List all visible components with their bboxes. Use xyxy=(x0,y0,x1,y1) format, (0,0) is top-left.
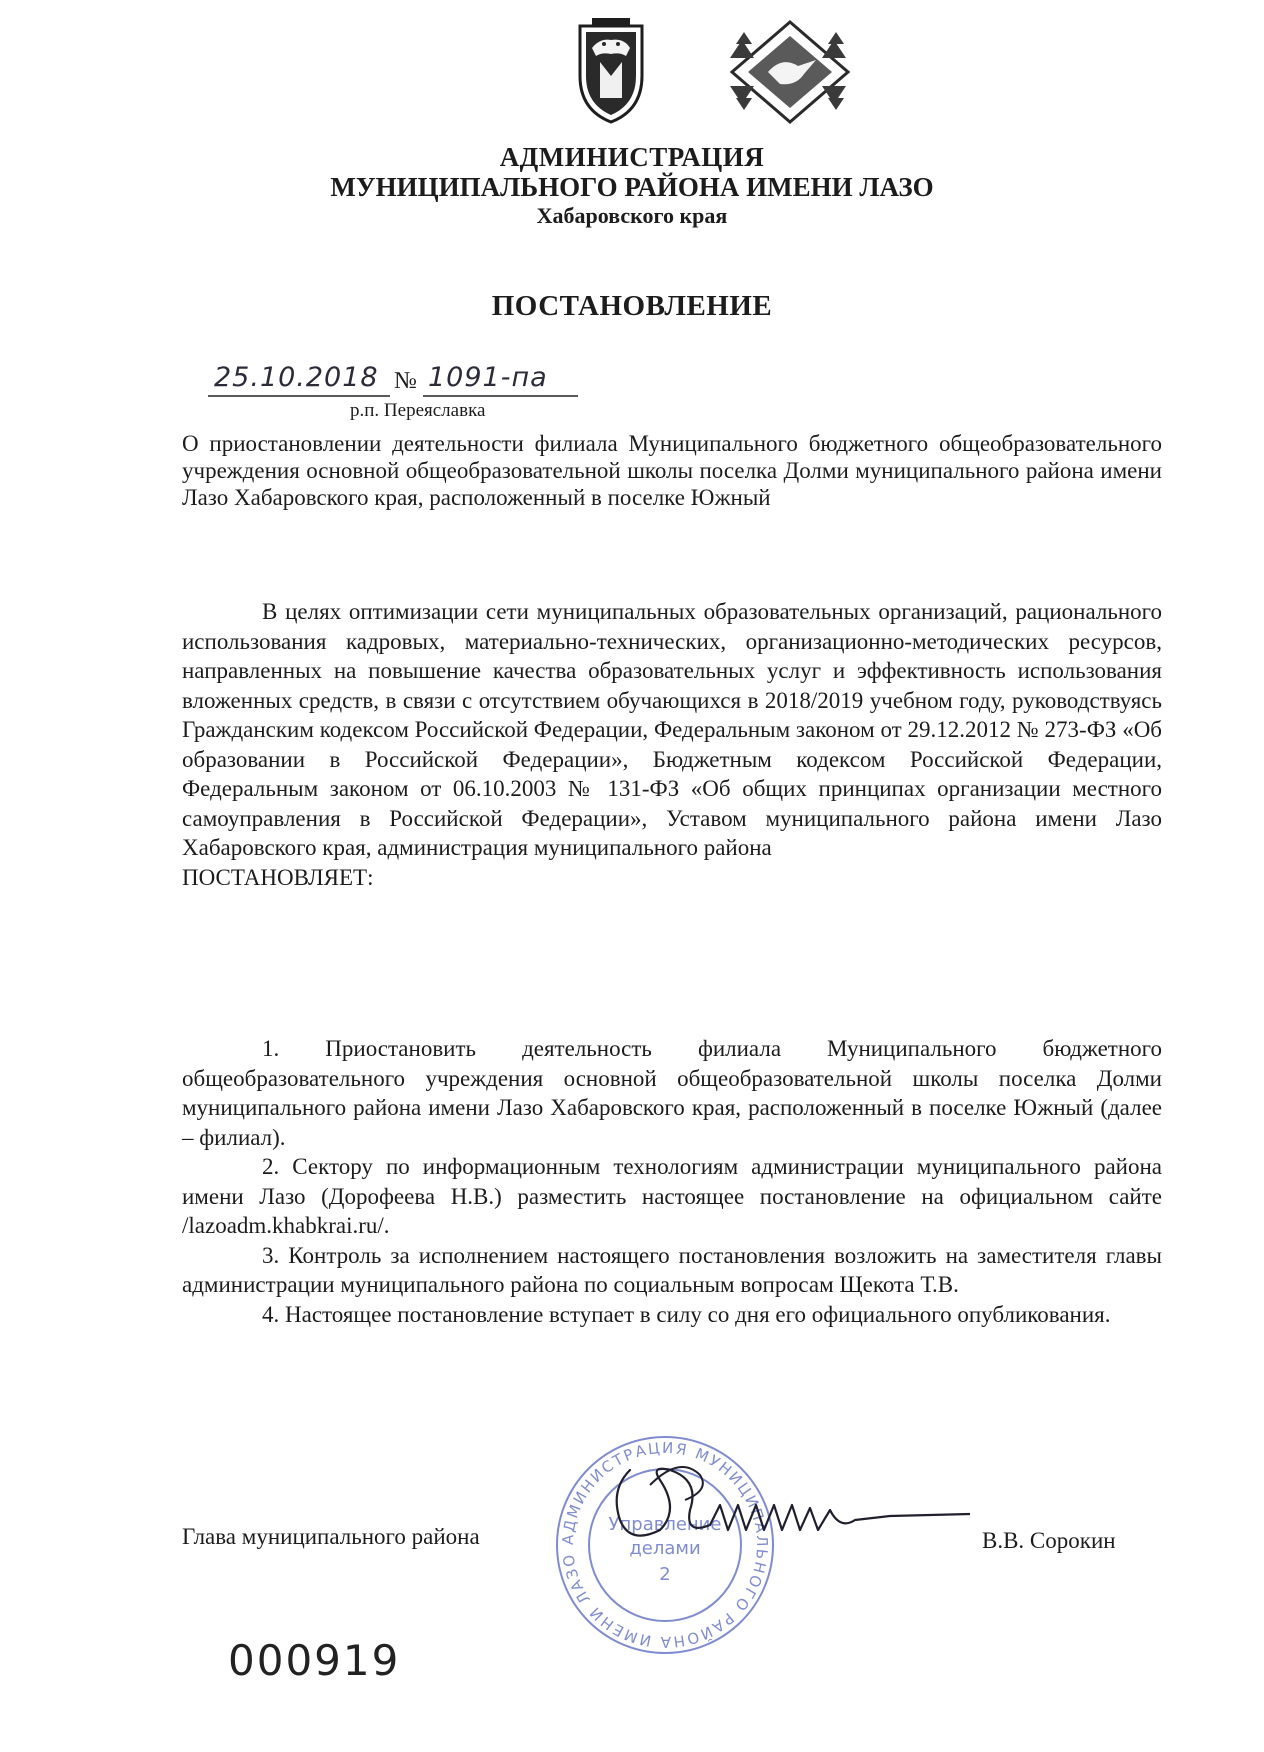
resolution-items xyxy=(182,1034,1162,1329)
coat-of-arms-lazo-district-icon xyxy=(570,14,860,130)
document-number: 1091-па xyxy=(428,362,548,393)
header-line-2: МУНИЦИПАЛЬНОГО РАЙОНА ИМЕНИ ЛАЗО xyxy=(330,172,934,202)
resolves-heading: ПОСТАНОВЛЯЕТ: xyxy=(182,864,374,890)
signatory-name: В.В. Сорокин xyxy=(982,1528,1116,1553)
stamp-center-line-1: Управление xyxy=(608,1514,722,1535)
registration-number: 000919 xyxy=(228,1636,401,1685)
signatory-position: Глава муниципального района xyxy=(182,1524,480,1549)
document-title: ПОСТАНОВЛЕНИЕ xyxy=(491,290,773,322)
header-line-3: Хабаровского края xyxy=(536,203,728,228)
preamble-paragraph: В целях оптимизации сети муниципальных образовательных организаций, рационального использования кадровых, материально-технических, организационно-методических ресурсов, направленных на повышение качества образовательных услуг и эффективность использования вложенных средств, в связи с отсутствием обучающихся в 2018/2019 учебном году, руководствуясь Гражданским кодексом Российской Федерации, Федеральным законом от 29.12.2012 № 273-ФЗ «Об образовании в Российской Федерации», Бюджетным кодексом Российской Федерации, Федеральным законом от 06.10.2003 № 131-ФЗ «Об общих принципах организации местного самоуправления в Российской Федерации», Уставом муниципального района имени Лазо Хабаровского края, администрация муниципального района xyxy=(182,599,1162,860)
list-item: 3. Контроль за исполнением настоящего постановления возложить на заместителя главы администрации муниципального района по социальным вопросам Щекота Т.В. xyxy=(182,1242,1162,1297)
stamp-center-number: 2 xyxy=(659,1564,671,1585)
signature-icon xyxy=(590,1450,970,1570)
list-item: 2. Сектору по информационным технологиям администрации муниципального района имени Лазо (Дорофеева Н.В.) разместить настоящее постановление на официальном сайте /lazoadm.khabkrai.ru/. xyxy=(182,1154,1162,1238)
document-date: 25.10.2018 xyxy=(214,362,379,393)
list-item: 4. Настоящее постановление вступает в силу со дня его официального опубликования. xyxy=(262,1301,1111,1327)
document-subject: О приостановлении деятельности филиала Муниципального бюджетного общеобразовательного учреждения основной общеобразовательной школы поселка Долми муниципального района имени Лазо Хабаровского края, расположенный в поселке Южный xyxy=(182,431,1162,510)
document-body xyxy=(182,597,1162,892)
stamp-ring-text: АДМИНИСТРАЦИЯ МУНИЦИПАЛЬНОГО РАЙОНА ИМЕНИ ЛАЗО xyxy=(558,1438,772,1652)
document-place: р.п. Переяславка xyxy=(350,400,486,421)
header-line-1: АДМИНИСТРАЦИЯ xyxy=(499,142,765,172)
stamp-center-line-2: делами xyxy=(629,1538,701,1559)
emblems xyxy=(570,14,860,130)
handwritten-signature xyxy=(590,1450,970,1570)
organization-header xyxy=(0,142,1264,230)
list-item: 1. Приостановить деятельность филиала Муниципального бюджетного общеобразовательного учреждения основной общеобразовательной школы поселка Долми муниципального района имени Лазо Хабаровского края, расположенный в поселке Южный (далее – филиал). xyxy=(182,1036,1162,1150)
number-sign: № xyxy=(394,368,417,394)
